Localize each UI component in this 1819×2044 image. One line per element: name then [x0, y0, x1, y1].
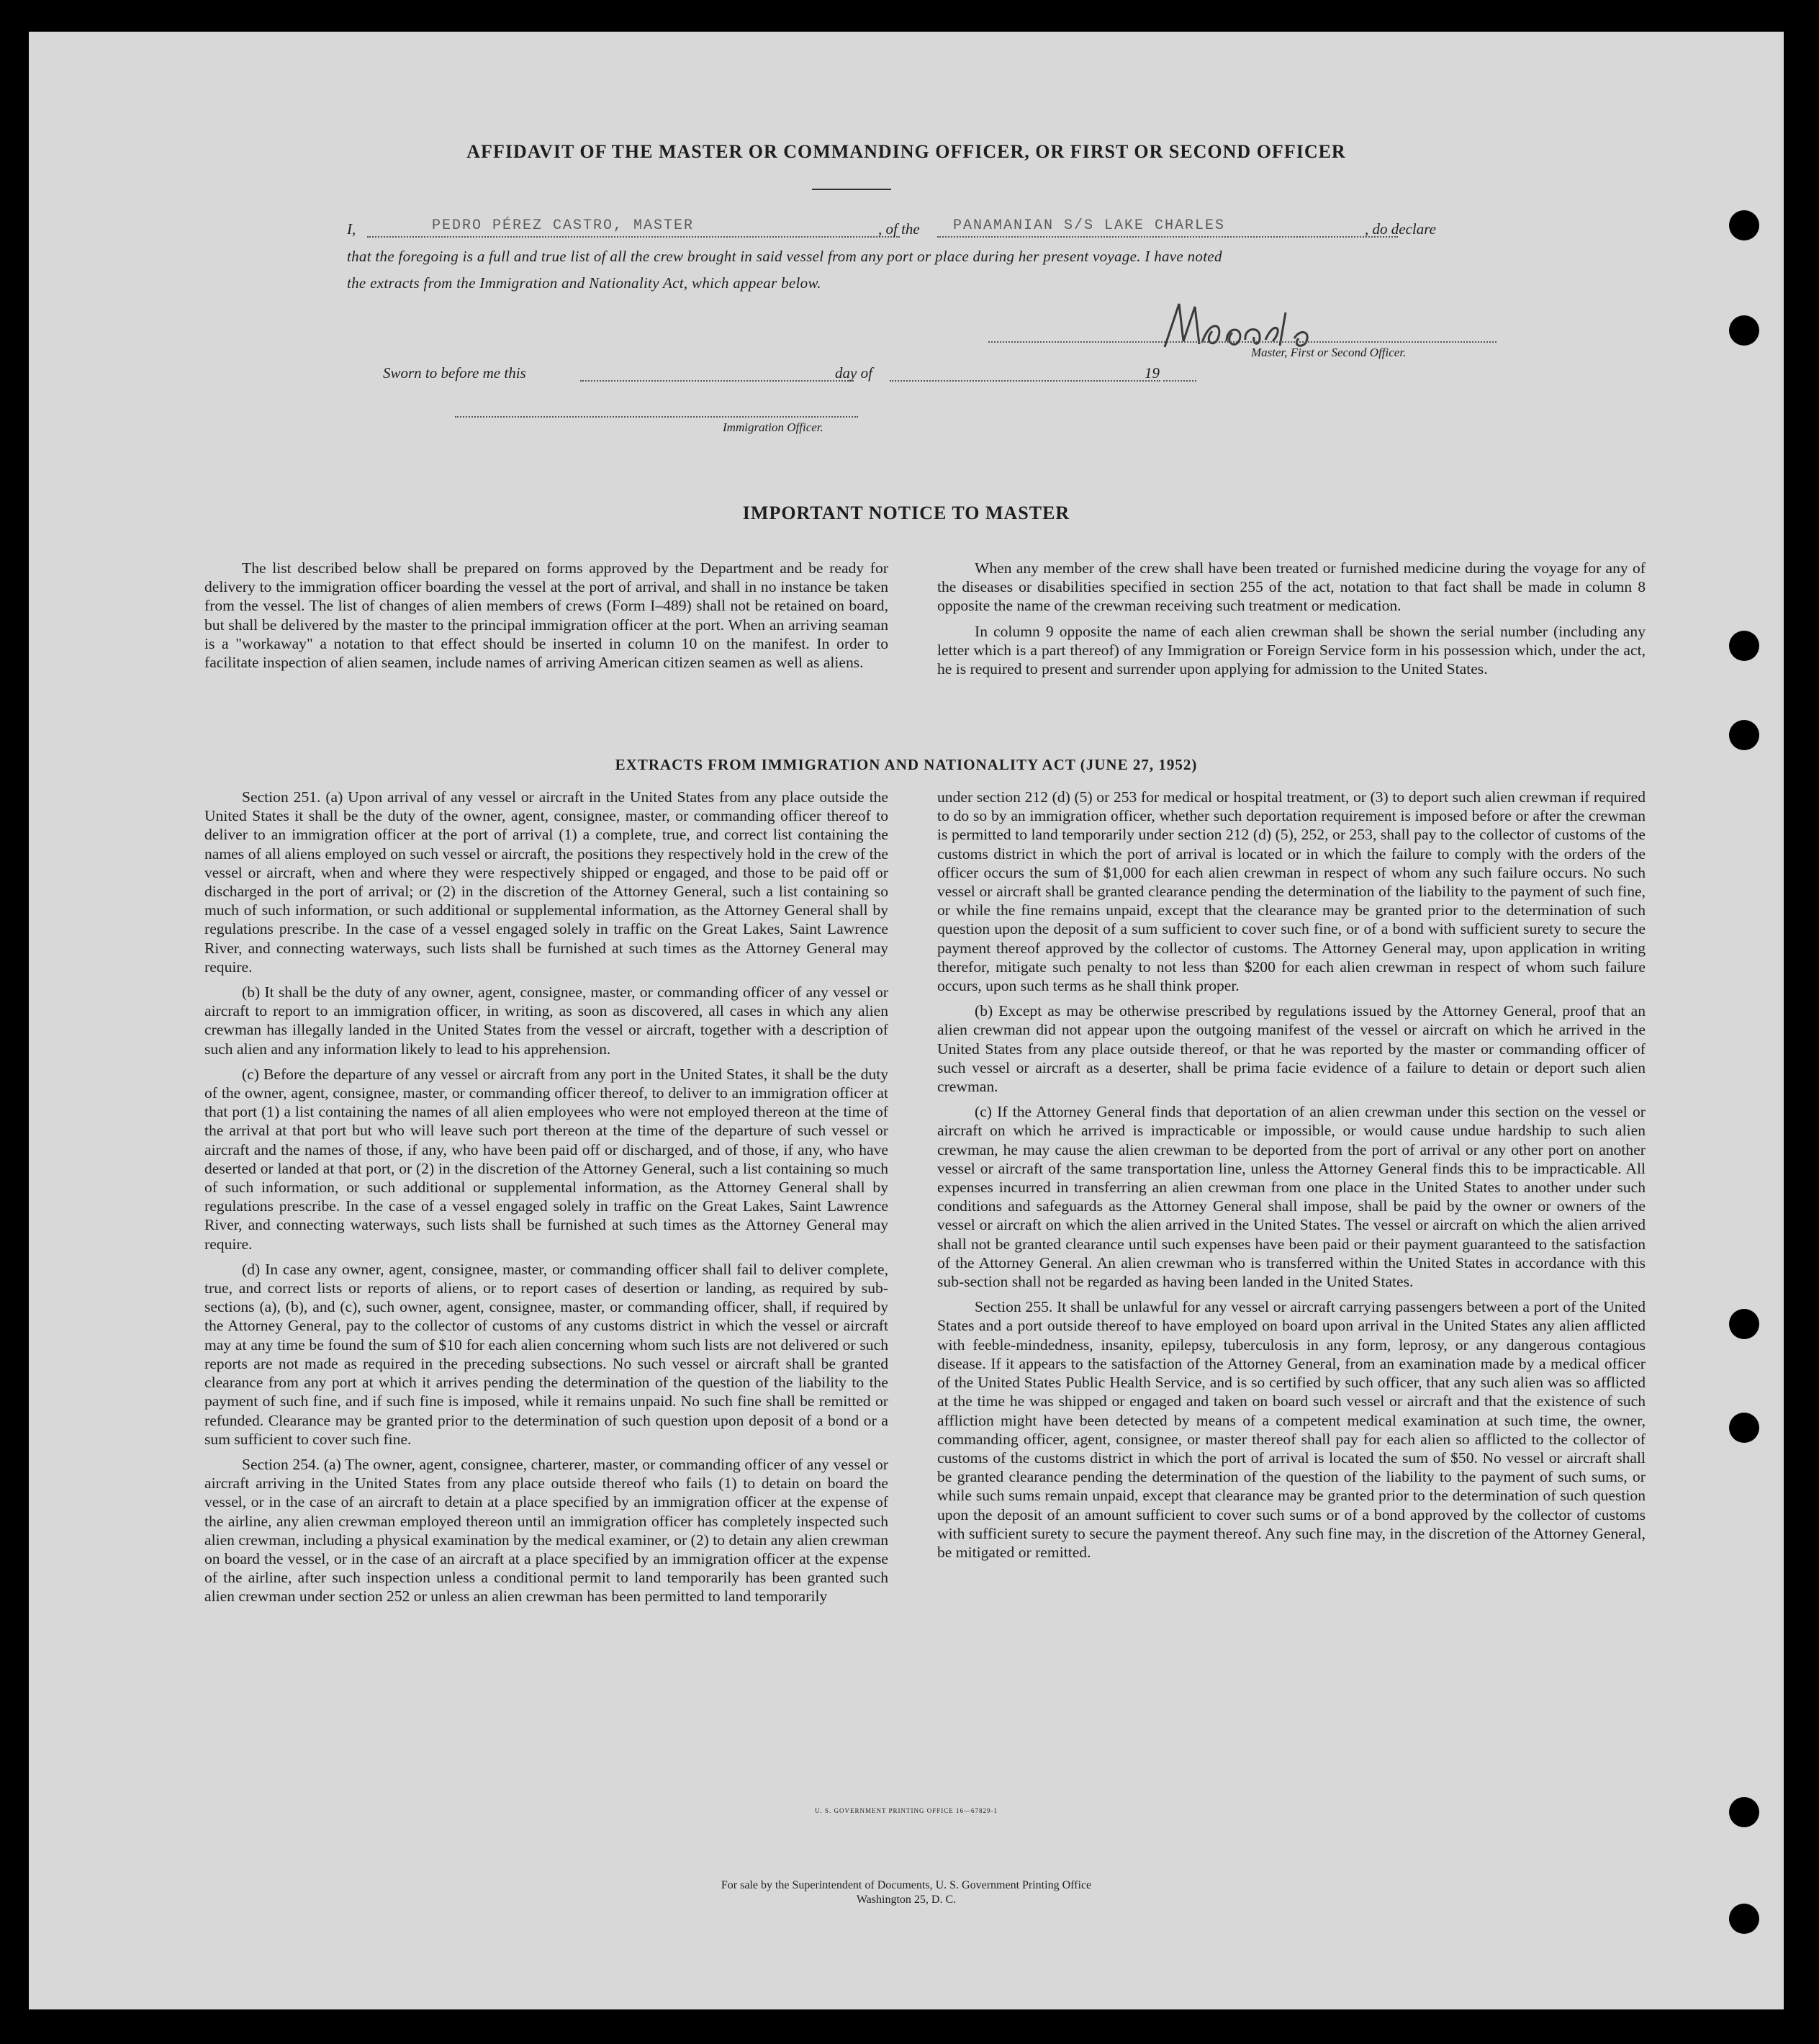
extracts-left-column: [204, 788, 888, 1613]
extracts-heading: EXTRACTS FROM IMMIGRATION AND NATIONALITY ACT (JUNE 27, 1952): [615, 756, 1198, 773]
sworn-blank: [580, 380, 854, 382]
day-of-blank: [890, 380, 1160, 382]
notice-right-paragraph-1: When any member of the crew shall have been treated or furnished medicine during the voyage for any of the diseases or disabilities specified in section 255 of the act, notation to that fact shall be made in column 8 opposite the name of the crewman receiving such treatment or medication.: [937, 559, 1646, 615]
notice-right-column: [937, 559, 1646, 685]
binder-hole: [1729, 1904, 1759, 1934]
notice-left-column: [204, 559, 888, 678]
vessel-name-field: PANAMANIAN S/S LAKE CHARLES: [953, 217, 1226, 234]
section-254a-continued: under section 212 (d) (5) or 253 for medical or hospital treatment, or (3) to deport such alien crewman if required to do so by an immigration officer, whether such deportation requirement is imposed before or after the crewman is permitted to land temporarily under section 212 (d) (5), 252, or 253, shall pay to the collector of customs of the customs district in which the port of arrival is located or in which the failure to comply with the orders of the officer occurs the sum of $1,000 for each alien crewman in respect of whom any such failure occurs. No such vessel or aircraft shall be granted clearance pending the determination of the liability to the payment of such fine, or while the fine remains unpaid, except that the clearance may be granted prior to the determination of such question upon the deposit of a sum sufficient to cover such fine, or of a bond with sufficient surety to secure the payment thereof approved by the collector of customs. The Attorney General may, upon application in writing therefor, mitigate such penalty to not less than $200 for each alien crewman in respect of whom such failure occurs, upon such terms as he shall think proper.: [937, 788, 1646, 995]
section-254c: (c) If the Attorney General finds that deportation of an alien crewman under this section on the vessel or aircraft on which he arrived is impracticable or impossible, or would cause undue hardship to such alien crewman, he may cause the alien crewman to be deported from the port of arrival or any other port on another vessel or aircraft of the same transportation line, unless the Attorney General finds this to be impracticable. All expenses incurred in transferring an alien crewman from one place in the United States to another under such conditions and safeguards as the Attorney General shall impose, shall be paid by the owner or owners of the vessel or aircraft on which the alien arrived in the United States. The vessel or aircraft on which the alien arrived shall not be granted clearance until such expenses have been paid or their payment guaranteed to the satisfaction of the Attorney General. An alien crewman who is transferred within the United States in accordance with this sub-section shall not be regarded as having been landed in the United States.: [937, 1103, 1646, 1291]
footer-line-2: Washington 25, D. C.: [856, 1894, 957, 1906]
of-the-label: , of the: [878, 220, 920, 238]
binder-hole: [1729, 720, 1759, 750]
section-254a-start: Section 254. (a) The owner, agent, consignee, charterer, master, or commanding officer of any vessel or aircraft arriving in the United States from any place outside thereof who fails (1) to detain on board the vessel, or in the case of an aircraft to detain at a place specified by an immigration officer at the expense of the airline, any alien crewman employed thereon until an immigration officer has completely inspected such alien crewman, including a physical examination by the medical examiner, or (2) to detain any alien crewman on board the vessel, or in the case of an aircraft at a place specified by an immigration officer at the expense of the airline, after such inspection unless a conditional permit to land temporarily has been granted such alien crewman under section 252 or unless an alien crewman has been permitted to land temporarily: [204, 1455, 888, 1606]
affidavit-line-3: the extracts from the Immigration and Nationality Act, which appear below.: [347, 274, 821, 292]
section-251b: (b) It shall be the duty of any owner, agent, consignee, master, or commanding officer of any vessel or aircraft to report to an immigration officer, in writing, as soon as discovered, all cases in which any alien crewman has illegally landed in the United States from the vessel or aircraft, together with a description of such alien and any information likely to lead to his apprehension.: [204, 983, 888, 1058]
affidavit-heading: AFFIDAVIT OF THE MASTER OR COMMANDING OFFICER, OR FIRST OR SECOND OFFICER: [466, 141, 1346, 162]
affidavit-prefix: I,: [347, 220, 356, 238]
binder-hole: [1729, 1309, 1759, 1339]
day-of-label: day of: [835, 364, 872, 382]
year-label: 19: [1145, 364, 1160, 382]
printer-imprint: U. S. GOVERNMENT PRINTING OFFICE 16—67829-1: [814, 1807, 998, 1814]
section-251d: (d) In case any owner, agent, consignee, master, or commanding officer shall fail to deliver complete, true, and correct lists or reports of aliens, or to report cases of desertion or landing, as required by sub-sections (a), (b), and (c), such owner, agent, consignee, master, or commanding officer, shall, if required by the Attorney General, pay to the collector of customs of any customs district in which the vessel or aircraft may at any time be found the sum of $10 for each alien concerning whom such lists are not delivered or such reports are not made as required in the preceding subsections. No such vessel or aircraft shall be granted clearance from any port at which it arrives pending the determination of the question of the liability to the payment of such fine, and if such fine is imposed, while it remains unpaid. No such fine shall be remitted or refunded. Clearance may be granted prior to the determination of such question upon deposit of a bond or a sum sufficient to cover such fine.: [204, 1260, 888, 1448]
section-254b: (b) Except as may be otherwise prescribed by regulations issued by the Attorney General, proof that an alien crewman did not appear upon the outgoing manifest of the vessel or aircraft on which he arrived in the United States from any place outside thereof, or that he was reported by the master or commanding officer of such vessel or aircraft as a deserter, shall be prima facie evidence of a failure to detain or deport such alien crewman.: [937, 1002, 1646, 1096]
signature-line: [988, 341, 1497, 343]
binder-hole: [1729, 631, 1759, 661]
notice-heading: IMPORTANT NOTICE TO MASTER: [742, 503, 1070, 523]
footer-line-1: For sale by the Superintendent of Documents, U. S. Government Printing Office: [721, 1879, 1092, 1891]
form-page: [29, 32, 1784, 2009]
binder-hole: [1729, 1413, 1759, 1443]
section-251c: (c) Before the departure of any vessel or aircraft from any port in the United States, it shall be the duty of the owner, agent, consignee, master, or commanding officer thereof, to deliver to an immigration officer at that port (1) a list containing the names of all alien employees who were not employed thereon at the time of the arrival at that port but who will leave such port thereon at the time of the departure of such vessel or aircraft and the names of those, if any, who have been paid off or discharged, and of those, if any, who have deserted or landed at that port, or (2) in the discretion of the Attorney General, such a list containing so much of such information, or such additional or supplemental information, as the Attorney General shall by regulations prescribe. In the case of a vessel engaged solely in traffic on the Great Lakes, Saint Lawrence River, and connecting waterways, such lists shall be furnished at such times as the Attorney General may require.: [204, 1065, 888, 1253]
master-name-field: PEDRO PÉREZ CASTRO, MASTER: [432, 217, 695, 234]
officer-line: [455, 416, 858, 418]
affidavit-line-2: that the foregoing is a full and true list of all the crew brought in said vessel from any port or place during her present voyage. I have noted: [347, 248, 1222, 265]
binder-hole: [1729, 210, 1759, 240]
notice-right-paragraph-2: In column 9 opposite the name of each alien crewman shall be shown the serial number (including any letter which is a part thereof) of any Immigration or Foreign Service form in his possession which, under the act, he is required to present and surrender upon applying for admission to the United States.: [937, 622, 1646, 678]
year-blank: [1163, 380, 1196, 382]
binder-hole: [1729, 1797, 1759, 1827]
do-declare-label: , do declare: [1365, 220, 1436, 238]
vessel-blank: [937, 236, 1398, 238]
section-255: Section 255. It shall be unlawful for any vessel or aircraft carrying passengers between a port of the United States and a port outside thereof to have employed on board upon arrival in the United States any alien afflicted with feeble-mindedness, insanity, epilepsy, tuberculosis in any form, leprosy, or any dangerous contagious disease. If it appears to the satisfaction of the Attorney General, from an examination made by a medical officer of the United States Public Health Service, and is so certified by such officer, that any such alien was so afflicted at the time he was shipped or engaged and taken on board such vessel or aircraft and that the existence of such affliction might have been detected by means of a competent medical examination at such time, the owner, commanding officer, agent, consignee, or master thereof shall pay for each alien so afflicted to the collector of customs of the customs district in which the port of arrival is located the sum of $50. No vessel or aircraft shall be granted clearance pending the determination of the question of the liability to the payment of such sums, or while such sums remain unpaid, except that clearance may be granted prior to the determination of such question upon the deposit of an amount sufficient to cover such sums or of a bond approved by the collector of customs with sufficient surety to secure the payment thereof. Any such fine may, in the discretion of the Attorney General, be mitigated or remitted.: [937, 1298, 1646, 1561]
extracts-right-column: [937, 788, 1646, 1568]
signature-caption: Master, First or Second Officer.: [1251, 346, 1407, 359]
binder-hole: [1729, 315, 1759, 346]
section-251a: Section 251. (a) Upon arrival of any vessel or aircraft in the United States from any place outside the United States it shall be the duty of the owner, agent, consignee, master, or commanding officer thereof to deliver to an immigration officer at the port of arrival (1) a complete, true, and correct list containing the names of all aliens employed on such vessel or aircraft, the positions they respectively hold in the crew of the vessel or aircraft, when and where they were respectively shipped or engaged, and those to be paid off or discharged in the port of arrival; or (2) in the discretion of the Attorney General, such a list containing so much of such information, or such additional or supplemental information, as the Attorney General shall by regulations prescribe. In the case of a vessel engaged solely in traffic on the Great Lakes, Saint Lawrence River, and connecting waterways, such lists shall be furnished at such times as the Attorney General may require.: [204, 788, 888, 976]
heading-rule: [812, 189, 891, 190]
officer-caption: Immigration Officer.: [723, 420, 823, 434]
name-blank: [367, 236, 900, 238]
notice-left-paragraph: The list described below shall be prepared on forms approved by the Department and be ready for delivery to the immigration officer boarding the vessel at the port of arrival, and shall in no instance be taken from the vessel. The list of changes of alien members of crews (Form I–489) shall not be retained on board, but shall be delivered by the master to the principal immigration officer at the port. When an arriving seaman is a "workaway" a notation to that effect should be inserted in column 10 on the manifest. In order to facilitate inspection of alien seamen, include names of arriving American citizen seamen as well as aliens.: [204, 559, 888, 672]
sworn-label: Sworn to before me this: [383, 364, 526, 382]
